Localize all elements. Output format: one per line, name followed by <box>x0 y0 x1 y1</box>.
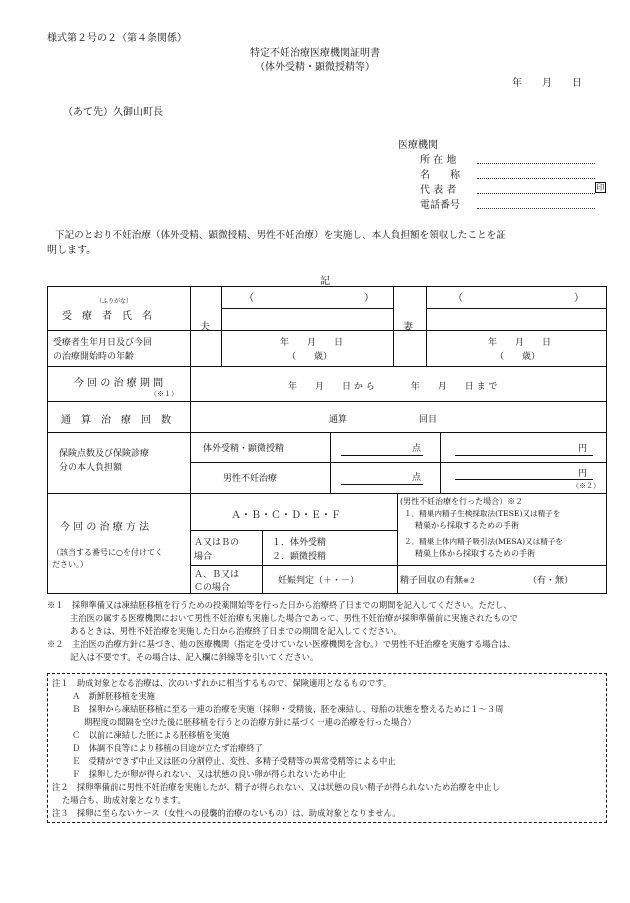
ivf-yen-field[interactable] <box>455 440 575 454</box>
count-label: 通 算 治 療 回 数 <box>61 415 171 426</box>
male-points-field[interactable] <box>341 469 409 483</box>
method-label: 今 回 の 治 療 方 法 <box>60 522 150 533</box>
col-divider <box>190 286 191 594</box>
institution-rep-label: 代 表 者 <box>420 185 457 196</box>
abc-case-label-1: Ａ、Ｂ又は <box>194 570 240 580</box>
cost-label-2: 分の本人負担額 <box>59 463 123 473</box>
row-divider <box>47 493 607 494</box>
ivf-yen-underline <box>455 455 593 456</box>
ki-label: 記 <box>320 276 330 287</box>
col-divider <box>330 432 331 493</box>
note-1: 注１ 助成対象となる治療は、次のいずれかに相当するもので、保険適用となるものです。 <box>52 678 392 688</box>
footnote-2-line-2: 記入は不要です。その場合は、記入欄に斜線等を引いてください。 <box>70 652 319 662</box>
institution-address-label: 所 在 地 <box>420 155 457 166</box>
ivf-yen-unit: 円 <box>578 444 588 454</box>
institution-name-line[interactable] <box>477 178 595 179</box>
row-divider <box>190 565 607 566</box>
husband-furigana-field[interactable] <box>256 292 360 306</box>
institution-name-label: 名 称 <box>420 170 460 181</box>
husband-furigana-close: ） <box>364 293 374 304</box>
row-divider <box>221 308 393 309</box>
birth-label-1: 受療者生年月日及び今回 <box>53 338 153 348</box>
col-divider <box>397 493 398 594</box>
icsi-option[interactable]: ２．顕微授精 <box>272 552 327 562</box>
male-yen-field[interactable] <box>455 465 575 478</box>
husband-name-field[interactable] <box>224 312 390 328</box>
wife-name-field[interactable] <box>430 312 604 328</box>
patient-name-label: 受 療 者 氏 名 <box>62 311 152 322</box>
note-b-line-1: Ｂ 採卵から凍結胚移植に至る一連の治療を実施（採卵・受精後、胚を凍結し、母胎の状態を整えるために１～３周 <box>72 704 504 714</box>
intro-line-1: 下記のとおり不妊治療（体外受精、顕微授精、男性不妊治療）を実施し、本人負担額を領収したことを証 <box>55 230 506 241</box>
note-d: Ｄ 体調不良等により移植の目途が立たず治療終了 <box>72 743 263 753</box>
note-f: Ｆ 採卵したが卵が得られない、又は状態の良い卵が得られないため中止 <box>72 769 346 779</box>
note-2-line-2: た場合も、助成対象となります。 <box>62 795 186 805</box>
institution-address-line[interactable] <box>477 163 595 164</box>
row-divider <box>47 330 607 331</box>
wife-furigana-close: ） <box>574 293 584 304</box>
birth-label-2: の治療開始時の年齢 <box>53 352 135 362</box>
mesa-option-2: 精巣上体から採取するための手術 <box>415 549 535 558</box>
period-label: 今 回 の 治 療 期 間 <box>74 378 164 389</box>
row-divider <box>47 401 607 402</box>
row-divider <box>190 462 607 463</box>
form-number: 様式第２号の２（第４条関係） <box>47 33 187 44</box>
note-e: Ｅ 受精ができず中止又は胚の分割停止、変性、多精子受精等の異常受精等による中止 <box>72 756 396 766</box>
ivf-points-unit: 点 <box>412 444 422 454</box>
note1-ref: （※１） <box>150 390 178 398</box>
row-divider <box>426 308 607 309</box>
method-hint-2: ださい。） <box>52 560 88 569</box>
wife-furigana-open: （ <box>453 293 463 304</box>
ab-case-label-1: Ａ又はＢの <box>194 538 240 548</box>
total-treatment-count[interactable]: 通算 回目 <box>329 415 438 425</box>
institution-phone-label: 電話番号 <box>420 200 460 211</box>
col-divider <box>426 286 427 366</box>
ab-case-label-2: 場合 <box>194 552 213 562</box>
husband-furigana-open: （ <box>244 293 254 304</box>
col-divider <box>440 432 441 493</box>
note-3: 注３ 採卵に至らないケース（女性への侵襲的治療のないもの）は、助成対象となりません。 <box>52 808 401 818</box>
treatment-period[interactable]: 年 月 日 か ら 年 月 日 ま で <box>288 382 498 392</box>
cost-label-1: 保険点数及び保険診療 <box>59 449 150 459</box>
intro-line-2: 明します。 <box>47 245 97 256</box>
note-2-line-1: 注２ 採卵準備前に男性不妊治療を実施したが、精子が得られない、又は状態の良い精子が得られないため治療を中止し <box>52 782 501 792</box>
footnote-2-line-1: ※２ 主治医の治療方針に基づき、他の医療機関（指定を受けていない医療機関を含む。）で男性不妊治療を実施する場合は、 <box>47 639 516 649</box>
tese-option-1[interactable]: １．精巣内精子生検採取法(TESE)又は精子を <box>404 509 561 518</box>
ivf-points-underline <box>341 455 423 456</box>
ivf-cost-label: 体外受精・顕微授精 <box>203 444 285 454</box>
male-points-unit: 点 <box>412 473 422 483</box>
institution-phone-line[interactable] <box>477 208 595 209</box>
abc-case-label-2: Ｃの場合 <box>194 583 231 593</box>
note-b-line-2: 期程度の間隔を空けた後に胚移植を行うとの治療方針に基づく一連の治療を行った場合） <box>84 717 416 727</box>
ivf-option[interactable]: １．体外受精 <box>272 538 327 548</box>
wife-birthdate[interactable]: 年 月 日 <box>488 338 552 348</box>
document-title: 特定不妊治療医療機関証明書 <box>250 48 380 59</box>
furigana-label: （ふりがな） <box>96 298 133 305</box>
footnote-1-line-1: ※１ 採卵準備又は凍結胚移植を行うための投薬開始等を行った日から治療終了日までの期間を記入してください。ただし、 <box>47 600 512 610</box>
male-points-underline <box>341 484 423 485</box>
method-options[interactable]: Ａ・Ｂ・Ｃ・Ｄ・Ｅ・Ｆ <box>231 510 341 521</box>
mesa-option-1[interactable]: ２．精巣上体内精子吸引法(MESA)又は精子を <box>404 537 564 546</box>
col-divider <box>262 530 263 594</box>
husband-age[interactable]: （ 歳） <box>287 352 333 362</box>
method-hint-1: （該当する番号に○を付けてく <box>52 548 163 557</box>
ivf-points-field[interactable] <box>341 440 409 454</box>
document-subtitle: （体外受精・顕微授精等） <box>255 62 375 73</box>
addressee: （あて先）久御山町長 <box>63 107 163 118</box>
row-divider <box>47 366 607 367</box>
male-treatment-heading: (男性不妊治療を行った場合）※２ <box>400 497 524 506</box>
husband-birthdate[interactable]: 年 月 日 <box>280 338 344 348</box>
male-yen-unit: 円 <box>578 469 588 479</box>
wife-furigana-field[interactable] <box>465 292 569 306</box>
sperm-recovery-ref: ※２ <box>463 577 476 585</box>
male-cost-label: 男性不妊治療 <box>223 474 278 484</box>
institution-rep-line[interactable] <box>477 193 595 194</box>
col-divider <box>393 286 394 366</box>
wife-label: 妻 <box>403 322 413 333</box>
issue-date: 年 月 日 <box>512 78 582 89</box>
sperm-recovery-label: 精子回収の有無※２ <box>400 576 476 586</box>
footnote-1-line-2: 主治医の属する医療機関において男性不妊治療も実施した場合であって、男性不妊治療が採卵準備前に実施されたもので <box>70 613 518 623</box>
husband-label: 夫 <box>200 322 210 333</box>
footnote-1-line-3: あるときは、男性不妊治療を実施した日から治療終了日までの期間を記入してください。 <box>70 626 402 636</box>
col-divider <box>221 286 222 366</box>
sperm-recovery-options[interactable]: （有・無） <box>528 576 574 586</box>
seal-mark: 印 <box>596 183 605 192</box>
institution-heading: 医療機関 <box>398 140 438 151</box>
note-a: Ａ 新鮮胚移植を実施 <box>72 691 155 701</box>
pregnancy-result[interactable]: 妊娠判定（＋・－） <box>278 576 360 586</box>
male-yen-underline <box>455 479 593 480</box>
note2-ref: （※２） <box>572 482 600 490</box>
tese-option-2: 精巣から採取するための手術 <box>415 521 519 530</box>
note-c: Ｃ 以前に凍結した胚による胚移植を実施 <box>72 730 230 740</box>
row-divider <box>190 530 397 531</box>
row-divider <box>47 432 607 433</box>
wife-age[interactable]: （ 歳） <box>495 352 541 362</box>
